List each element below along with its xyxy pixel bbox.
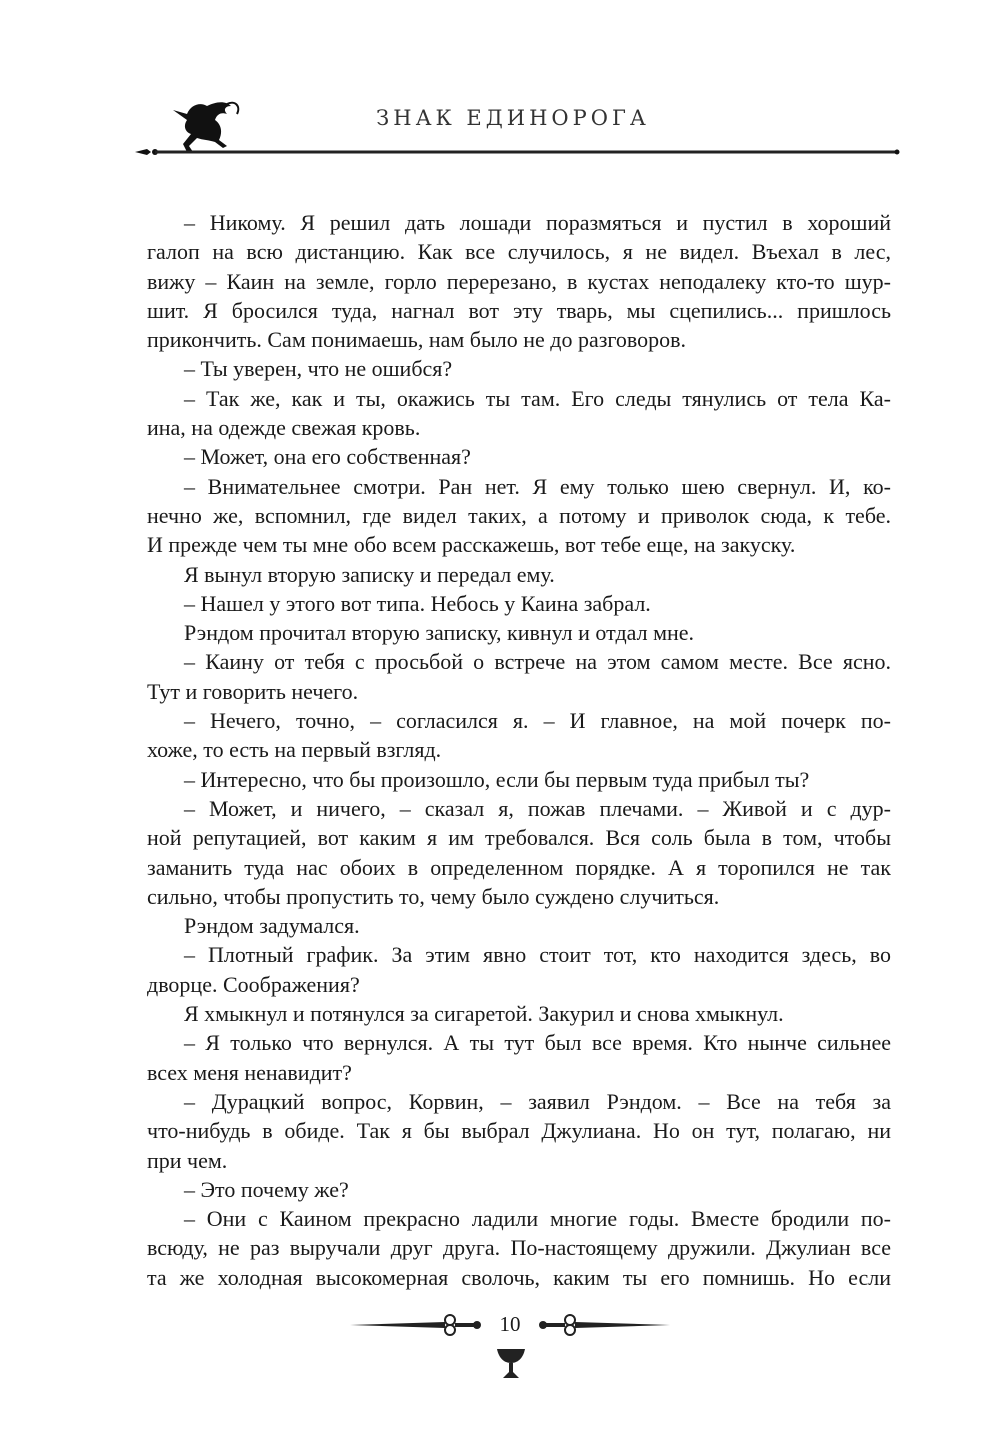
text-line: всюду, не раз выручали друг друга. По-настоящему дружили. Джулиан все [147, 1235, 891, 1261]
text-line: ина, на одежде свежая кровь. [147, 415, 421, 441]
text-line: – Может, и ничего, – сказал я, пожав плечами. – Живой и с дур- [184, 795, 891, 821]
text-line: хоже, то есть на первый взгляд. [147, 737, 442, 763]
text-line: Рэндом прочитал вторую записку, кивнул и отдал мне. [184, 620, 695, 646]
text-line: – Так же, как и ты, окажись ты там. Его следы тянулись от тела Ка- [184, 385, 891, 411]
text-line: – Я только что вернулся. А ты тут был все время. Кто нынче сильнее [184, 1030, 891, 1056]
text-line: заманить туда нас обоих в определенном порядке. А я торопился не так [147, 854, 891, 880]
text-line: – Дурацкий вопрос, Корвин, – заявил Рэндом. – Все на тебя за [184, 1088, 891, 1114]
text-line: – Плотный график. За этим явно стоит тот, кто находится здесь, во [184, 942, 891, 968]
text-line: сильно, чтобы пропустить то, чему было суждено случиться. [147, 883, 720, 909]
text-line: та же холодная высокомерная сволочь, каким ты его помнишь. Но если [147, 1264, 891, 1290]
text-line: дворце. Соображения? [147, 971, 360, 997]
text-line: прикончить. Сам понимаешь, нам было не до разговоров. [147, 327, 687, 353]
running-header-title: ЗНАК ЕДИНОРОГА [376, 106, 650, 130]
text-line: при чем. [147, 1147, 228, 1173]
text-line: Тут и говорить нечего. [147, 678, 359, 704]
text-line: что-нибудь в обиде. Так я бы выбрал Джулиана. Но он тут, полагаю, ни [147, 1118, 891, 1144]
text-line: Я хмыкнул и потянулся за сигаретой. Закурил и снова хмыкнул. [184, 1001, 784, 1027]
body-text [147, 208, 891, 1292]
text-line: – Интересно, что бы произошло, если бы первым туда прибыл ты? [184, 766, 810, 792]
text-line: нечно же, вспомнил, где видел таких, а потому и приволок сюда, к тебе. [147, 502, 891, 528]
text-line: шит. Я бросился туда, нагнал вот эту тварь, мы сцепились... пришлось [147, 297, 891, 323]
text-line: – Никому. Я решил дать лошади поразмяться и пустил в хороший [184, 210, 891, 235]
text-line: – Каину от тебя с просьбой о встрече на этом самом месте. Все ясно. [184, 649, 891, 675]
text-line: Рэндом задумался. [184, 913, 360, 939]
text-line: – Это почему же? [184, 1176, 349, 1202]
text-line: – Ты уверен, что не ошибся? [184, 356, 453, 382]
text-line: – Нечего, точно, – согласился я. – И главное, на мой почерк по- [184, 708, 891, 734]
text-line: ной репутацией, вот каким я им требовался. Вся соль была в том, чтобы [147, 825, 891, 851]
page-footer [340, 1300, 680, 1380]
text-line: – Нашел у этого вот типа. Небось у Каина забрал. [184, 590, 651, 616]
text-line: галоп на всю дистанцию. Как все случилось, я не видел. Въехал в лес, [147, 239, 891, 265]
page-number: 10 [499, 1312, 521, 1336]
text-line: – Внимательнее смотри. Ран нет. Я ему только шею свернул. И, ко- [184, 473, 891, 499]
text-line: Я вынул вторую записку и передал ему. [184, 561, 555, 587]
text-line: всех меня ненавидит? [147, 1059, 352, 1085]
text-line: – Они с Каином прекрасно ладили многие годы. Вместе бродили по- [184, 1206, 891, 1232]
text-line: – Может, она его собственная? [184, 444, 471, 470]
chalice-icon [495, 1345, 527, 1380]
text-line: И прежде чем ты мне обо всем расскажешь, вот тебе еще, на закуску. [147, 532, 796, 558]
text-line: вижу – Каин на земле, горло перерезано, в кустах неподалеку кто-то шур- [147, 268, 891, 294]
header-rule-divider [135, 145, 900, 159]
